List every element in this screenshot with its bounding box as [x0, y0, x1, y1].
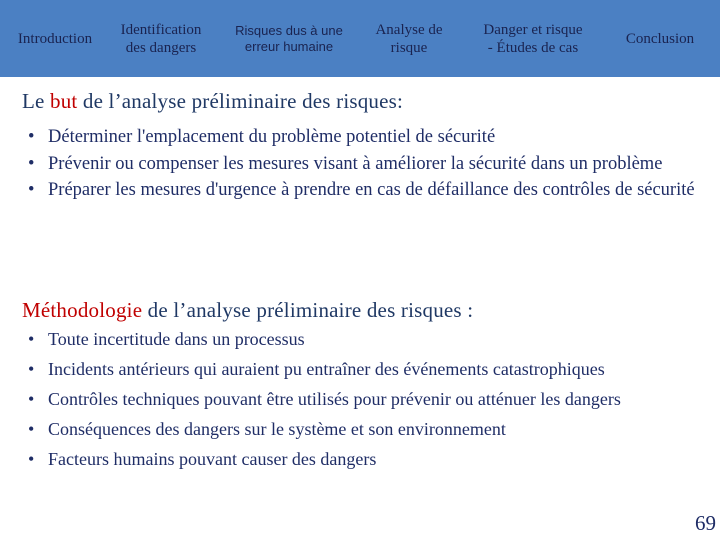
bullet-icon: •: [28, 449, 35, 469]
nav-tab-label: Risques dus à une erreur humaine: [235, 22, 343, 54]
methodology-bullet-list: [28, 328, 698, 471]
list-item: • Déterminer l'emplacement du problème potentiel de sécurité: [28, 126, 718, 150]
nav-tab-label: Identification des dangers: [120, 21, 202, 56]
bullet-icon: •: [28, 180, 35, 200]
nav-tab-danger-et-risque[interactable]: [466, 0, 600, 77]
top-navigation-bar: [0, 0, 720, 77]
list-item: • Préparer les mesures d'urgence à prendre en cas de défaillance des contrôles de sécurité: [28, 179, 718, 203]
section-heading-goal: Le but de l’analyse préliminaire des risques:: [22, 89, 404, 113]
heading-highlight: but: [50, 89, 78, 113]
bullet-icon: •: [28, 359, 35, 379]
list-item: • Toute incertitude dans un processus: [28, 329, 305, 349]
nav-tab-label: Conclusion: [625, 30, 695, 47]
list-item: • Facteurs humains pouvant causer des dangers: [28, 449, 377, 469]
list-item: • Conséquences des dangers sur le système et son environnement: [28, 419, 506, 439]
list-item: • Incidents antérieurs qui auraient pu entraîner des événements catastrophiques: [28, 359, 605, 379]
bullet-icon: •: [28, 153, 35, 174]
nav-tab-label: Introduction: [17, 30, 93, 47]
nav-tab-label: Analyse de risque: [375, 21, 443, 56]
nav-tab-risques-erreur-humaine[interactable]: [222, 0, 356, 77]
bullet-icon: •: [28, 389, 35, 409]
heading-highlight: Méthodologie: [22, 298, 143, 322]
list-item: • Contrôles techniques pouvant être utilisés pour prévenir ou atténuer les dangers: [28, 389, 621, 409]
bullet-icon: •: [28, 127, 35, 147]
nav-tab-identification-des-dangers[interactable]: [108, 0, 214, 77]
nav-tab-analyse-de-risque[interactable]: [358, 0, 460, 77]
page-number: 69: [695, 511, 716, 535]
bullet-icon: •: [28, 329, 35, 349]
bullet-icon: •: [28, 419, 35, 439]
section-heading-methodology: Méthodologie de l’analyse préliminaire des risques :: [22, 298, 474, 322]
nav-tab-introduction[interactable]: [0, 0, 110, 77]
nav-tab-label: Danger et risque - Études de cas: [483, 21, 583, 56]
nav-tab-conclusion[interactable]: [606, 0, 714, 77]
list-item: • Prévenir ou compenser les mesures visant à améliorer la sécurité dans un problème: [28, 153, 718, 177]
goal-bullet-list: [28, 126, 718, 203]
